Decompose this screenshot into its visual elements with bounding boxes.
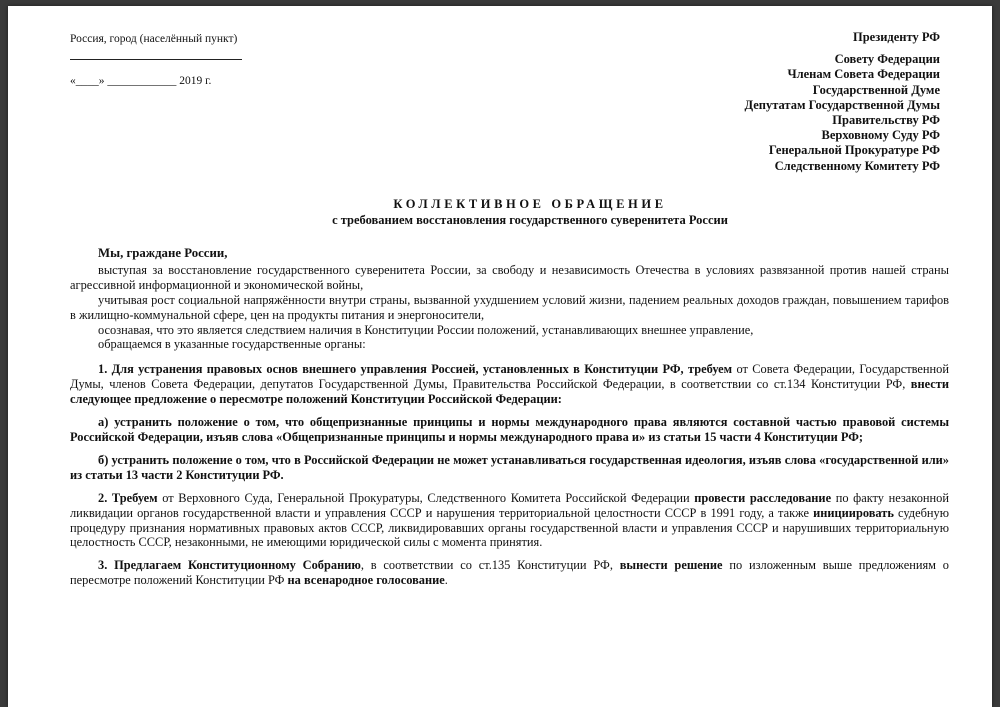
- item-2-text-2: по факту незаконной ликвидации органов государственной власти и управления СССР и нарушения территориальной целостности СССР в 1991 году, а также: [70, 490, 949, 520]
- document-title-block: [8, 196, 992, 228]
- item-2-text-3: судебную процедуру признания нормативных правовых актов СССР, ликвидировавших органы государственной власти и управления СССР и нарушивших территориальную целостность СССР, незаконными, не имеющими юридической силы с момента принятия.: [70, 505, 949, 550]
- item-3-lead: 3. Предлагаем Конституционному Собранию: [98, 558, 361, 573]
- item-1b-paragraph: б) устранить положение о том, что в Российской Федерации не может устанавливаться государственная идеология, изъяв слова «государственной или» из статьи 13 части 2 Конституции РФ.: [70, 452, 949, 482]
- item-3-text-2: по изложенным выше предложениям о пересмотре положений Конституции РФ: [70, 558, 949, 588]
- item-1-text: от Совета Федерации, Государственной Думы, членов Совета Федерации, депутатов Государственной Думы, Правительства Российской Федерации, в соответствии со ст.134 Конституции РФ,: [70, 362, 949, 392]
- addressee-item: Верховному Суду РФ: [821, 128, 940, 143]
- date-line: «____» ____________ 2019 г.: [70, 75, 212, 87]
- sender-header: [70, 32, 242, 88]
- preamble-paragraph: выступая за восстановление государственного суверенитета России, за свободу и независимость Отечества в условиях развязанной против нашей страны агрессивной информационной и экономической войны,: [70, 262, 949, 292]
- item-3-bold-2: на всенародное голосование: [287, 573, 445, 588]
- document-title: КОЛЛЕКТИВНОЕ ОБРАЩЕНИЕ: [393, 197, 667, 211]
- greeting: Мы, граждане России,: [98, 246, 228, 260]
- addressee-president: Президенту РФ: [852, 30, 940, 44]
- preamble-paragraph: учитывая рост социальной напряжённости внутри страны, вызванной ухудшением условий жизни, падением реальных доходов граждан, повышением тарифов в жилищно-коммунальной сфере, цен на продукты питания и энергоносители,: [70, 292, 949, 322]
- place-label: Россия, город (населённый пункт): [70, 33, 238, 45]
- addressee-item: Депутатам Государственной Думы: [744, 97, 940, 112]
- document-body: [70, 246, 949, 588]
- addressee-item: Генеральной Прокуратуре РФ: [768, 143, 940, 158]
- item-1-paragraph: [70, 362, 949, 407]
- item-3-text-1: , в соответствии со ст.135 Конституции РФ,: [360, 558, 620, 573]
- item-2-bold-2: инициировать: [813, 505, 894, 520]
- item-1-end: внести следующее предложение о пересмотре положений Конституции Российской Федерации:: [70, 377, 949, 407]
- preamble-paragraph: осознавая, что это является следствием наличия в Конституции России положений, устанавливающих внешнее управление,: [98, 322, 754, 337]
- addressee-item: Совету Федерации: [834, 52, 940, 67]
- addressee-list: [744, 30, 940, 174]
- addressee-item: Правительству РФ: [832, 113, 940, 128]
- item-1-lead: 1. Для устранения правовых основ внешнего управления Россией, установленных в Конституции РФ, требуем: [98, 362, 733, 377]
- item-3-text-3: .: [444, 573, 448, 588]
- addressee-item: Следственному Комитету РФ: [774, 158, 940, 173]
- preamble-paragraph: обращаемся в указанные государственные органы:: [98, 337, 366, 352]
- item-1a-paragraph: а) устранить положение о том, что общепризнанные принципы и нормы международного права являются составной частью правовой системы Российской Федерации, изъяв слова «Общепризнанные принципы и нормы международного права и» из статьи 15 части 4 Конституции РФ;: [70, 415, 949, 444]
- document-page: [8, 6, 992, 707]
- document-subtitle: с требованием восстановления государственного суверенитета России: [332, 213, 728, 227]
- item-3-bold-1: вынести решение: [619, 558, 723, 573]
- item-2-lead: 2. Требуем: [98, 490, 158, 505]
- item-2-text-1: от Верховного Суда, Генеральной Прокуратуры, Следственного Комитета Российской Федерации: [157, 490, 695, 505]
- place-blank-line: [70, 58, 242, 60]
- item-2-bold-1: провести расследование: [694, 490, 832, 505]
- item-3-paragraph: [70, 558, 949, 588]
- addressee-item: Членам Совета Федерации: [787, 67, 940, 82]
- addressee-item: Государственной Думе: [812, 82, 940, 97]
- item-2-paragraph: [70, 491, 949, 551]
